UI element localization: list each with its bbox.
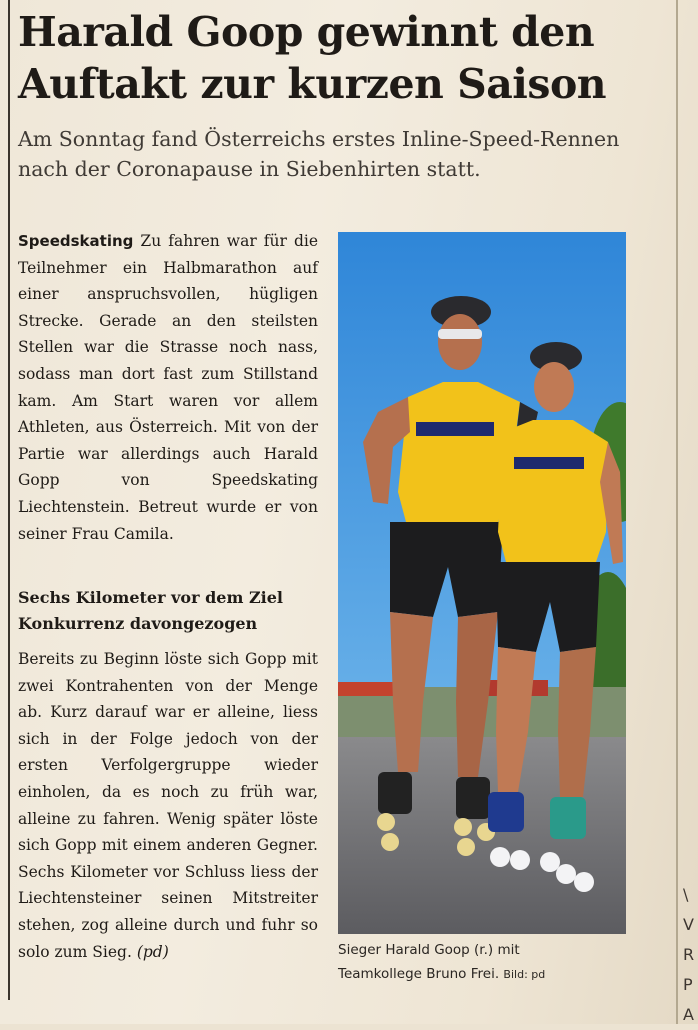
article-photo: [338, 232, 626, 934]
caption-line-1: Sieger Harald Goop (r.) mit: [338, 942, 520, 958]
subhead-line-2: nach der Coronapause in Siebenhirten statt.: [18, 157, 481, 181]
subhead-line-1: Am Sonntag fand Österreichs erstes Inline-Speed-Rennen: [18, 127, 620, 151]
subheadline: [18, 124, 668, 184]
edge-letter: V: [683, 915, 694, 934]
body-paragraph-1: [18, 228, 318, 547]
kicker: Speedskating: [18, 232, 134, 250]
photo-caption: [338, 938, 628, 987]
subtitle-line-2: Konkurrenz davongezogen: [18, 614, 258, 633]
adjacent-page-letters: [683, 880, 697, 1030]
edge-letter: P: [683, 975, 693, 994]
skaters-photo: [338, 232, 626, 934]
author-tag: (pd): [136, 942, 169, 961]
body-paragraph-2: [18, 646, 318, 965]
photo-credit: Bild: pd: [503, 968, 546, 981]
edge-letter: R: [683, 945, 695, 964]
paragraph-1-text: Zu fahren war für die Teilnehmer ein Halbmarathon auf einer anspruchsvollen, hügligen Strecke. Gerade an den steilsten Stellen war die Strasse noch nass, sodass man dort fast zum Stillstand kam. Am Start waren vor allem Athleten, aus Österreich. Mit von der Partie war allerdings auch Harald Gopp von Speedskating Liechtenstein. Betreut wurde er von seiner Frau Camila.: [18, 232, 318, 543]
edge-letter: A: [683, 1005, 694, 1024]
headline-line-1: Harald Goop gewinnt den: [18, 8, 595, 56]
headline-line-2: Auftakt zur kurzen Saison: [18, 60, 607, 108]
column-rule-right: [676, 0, 678, 1024]
section-subtitle: [18, 585, 318, 637]
caption-line-2: Teamkollege Bruno Frei.: [338, 966, 500, 982]
paragraph-2-text: Bereits zu Beginn löste sich Gopp mit zwei Kontrahenten von der Menge ab. Kurz darauf war er alleine, liess sich in der Folge jedoch von der ersten Verfolgergruppe wieder einholen, da es noch zu früh war, alleine zu fahren. Wenig später löste sich Gopp mit einem anderen Gegner. Sechs Kilometer vor Schluss liess der Liechtensteiner seinen Mitstreiter stehen, zog alleine durch und fuhr so solo zum Sieg.: [18, 650, 318, 961]
headline: [18, 6, 638, 110]
subtitle-line-1: Sechs Kilometer vor dem Ziel: [18, 588, 283, 607]
edge-letter: \: [683, 885, 689, 904]
column-rule-left: [8, 0, 10, 1000]
